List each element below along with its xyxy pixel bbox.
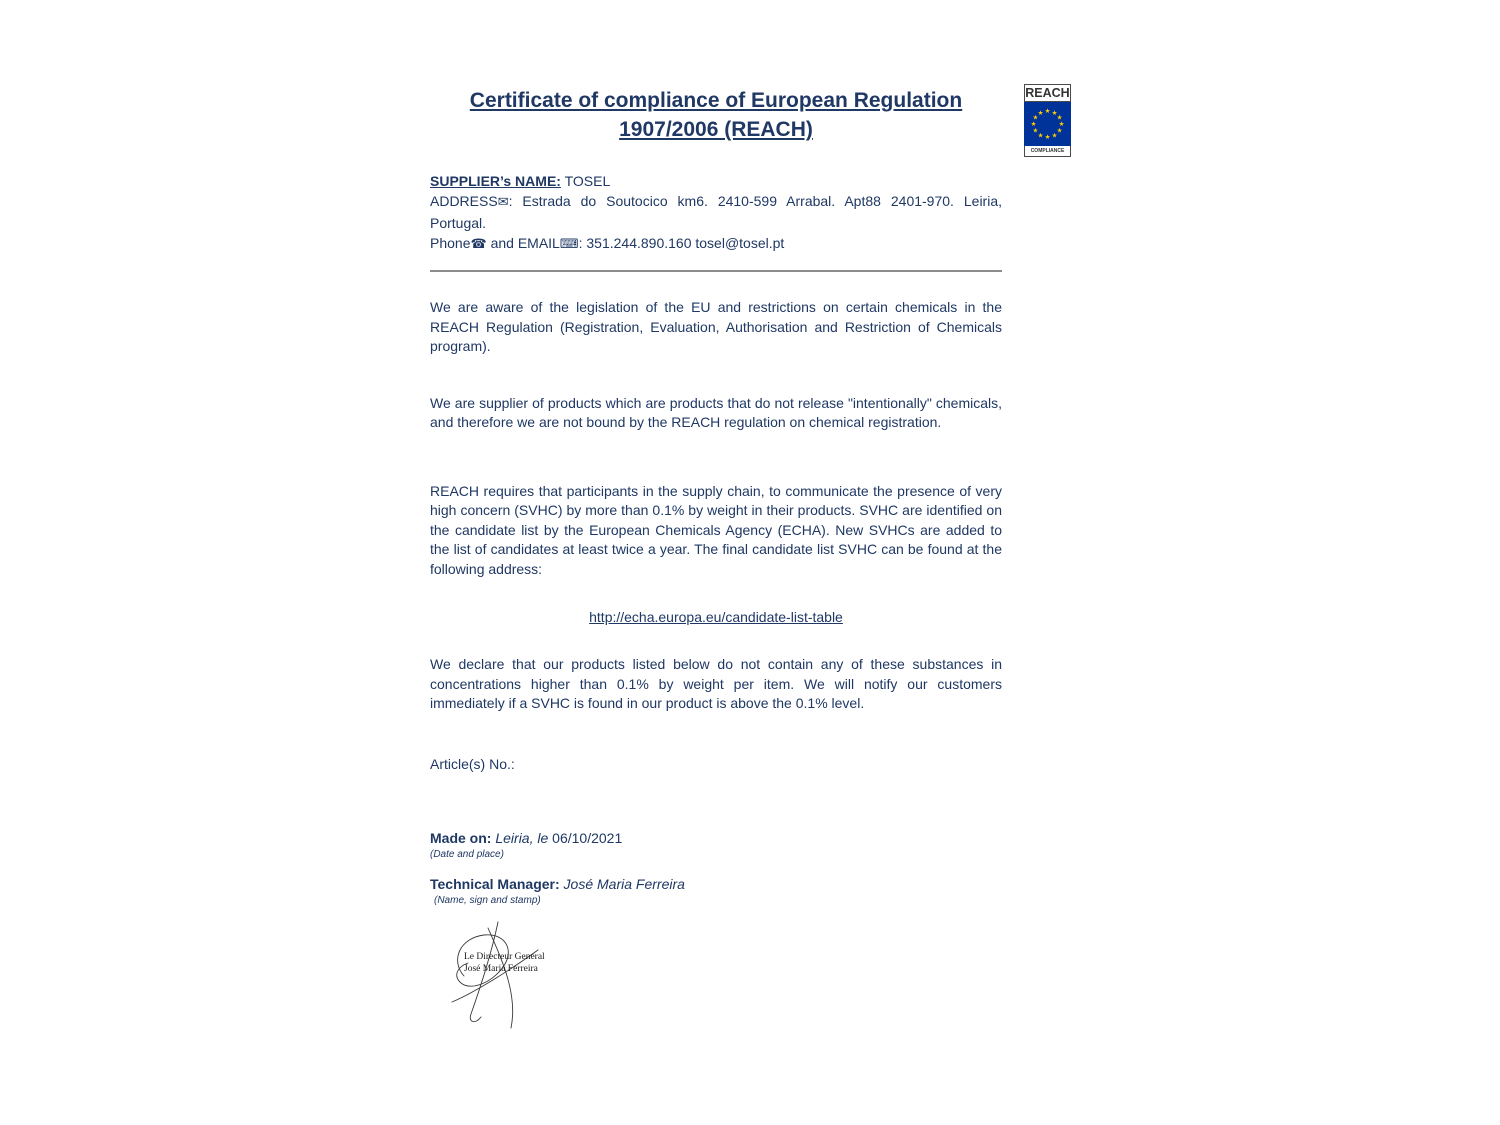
svg-text:★: ★ — [1051, 108, 1058, 117]
svg-text:★: ★ — [1056, 113, 1063, 122]
header-divider — [430, 270, 1002, 272]
phone-icon: ☎ — [470, 237, 487, 252]
signature-scribble-icon — [434, 920, 574, 1032]
made-on-date: 06/10/2021 — [548, 829, 623, 846]
paragraph-reach-awareness: We are aware of the legislation of the EU and restrictions on certain chemicals in the REACH Regulation (Registration, Evaluation, Authorisation and Restriction of Chemicals program). — [430, 299, 1002, 354]
technical-manager-row — [430, 876, 1002, 892]
technical-manager-name: José Maria Ferreira — [559, 875, 685, 892]
svg-text:★: ★ — [1044, 133, 1051, 142]
signature-text — [464, 951, 574, 975]
candidate-list-link[interactable]: http://echa.europa.eu/candidate-list-table — [589, 609, 843, 625]
svg-text:★: ★ — [1032, 126, 1039, 135]
made-on-label: Made on: — [430, 829, 492, 846]
supplier-name-value: TOSEL — [560, 173, 611, 189]
svg-text:★: ★ — [1032, 113, 1039, 122]
signature-name: José Maria Ferreira — [464, 963, 538, 974]
supplier-name-row — [430, 171, 1002, 191]
paragraph-svhc-requirements: REACH requires that participants in the supply chain, to communicate the presence of very high concern (SVHC) by more than 0.1% by weight in their products. SVHC are identified on the candidate list by the European Chemicals Agency (ECHA). New SVHCs are added to the list of candidates at least twice a year. The final candidate list SVHC can be found at the following address: — [430, 482, 1002, 577]
phone-email-value: : 351.244.890.160 tosel@tosel.pt — [578, 235, 785, 251]
signature-title: Le Directeur General — [464, 951, 545, 962]
svg-text:★: ★ — [1058, 120, 1065, 129]
email-label: and EMAIL — [486, 235, 560, 251]
article-number-row: Article(s) No.: — [430, 755, 515, 772]
svg-text:★: ★ — [1037, 108, 1044, 117]
title-line-1: Certificate of compliance of European Regulation — [469, 89, 963, 112]
eu-flag-icon — [1024, 102, 1071, 146]
reach-logo-title: REACH — [1025, 86, 1070, 100]
supplier-block — [430, 171, 1002, 255]
envelope-icon: ✉ — [497, 195, 509, 210]
svg-text:★: ★ — [1044, 107, 1051, 116]
name-sign-note: (Name, sign and stamp) — [434, 894, 541, 906]
technical-manager-label: Technical Manager: — [430, 875, 560, 892]
supplier-phone-row — [430, 233, 1002, 255]
candidate-list-link-row — [430, 609, 1002, 625]
document-content — [430, 86, 1002, 1032]
paragraph-supplier-statement: We are supplier of products which are products that do not release "intentionally" chemicals, and therefore we are not bound by the REACH regulation on chemical registration. — [430, 394, 1002, 430]
svg-text:★: ★ — [1051, 131, 1058, 140]
made-on-place: Leiria, le — [491, 829, 549, 846]
paragraph-declaration: We declare that our products listed below do not contain any of these substances in concentrations higher than 0.1% by weight per item. We will notify our customers immediately if a SVHC is found in our product is above the 0.1% level. — [430, 656, 1002, 711]
title-line-2: 1907/2006 (REACH) — [619, 118, 813, 141]
svg-text:★: ★ — [1030, 120, 1037, 129]
address-label: ADDRESS — [430, 193, 498, 209]
computer-icon: ⌨ — [559, 237, 579, 252]
page-title — [430, 86, 1002, 144]
signature-block — [434, 920, 574, 1032]
date-place-note: (Date and place) — [430, 848, 504, 860]
reach-logo-compliance: COMPLIANCE — [1024, 146, 1071, 157]
phone-label: Phone — [430, 235, 471, 251]
reach-compliance-logo — [1024, 84, 1071, 157]
svg-text:★: ★ — [1037, 131, 1044, 140]
address-value: : Estrada do Soutocico km6. 2410-599 Arrabal. Apt88 2401-970. Leiria, Portugal. — [430, 193, 1002, 231]
supplier-name-label: SUPPLIER’s NAME: — [430, 173, 561, 189]
svg-text:★: ★ — [1056, 126, 1063, 135]
made-on-row — [430, 830, 1002, 846]
supplier-address-row — [430, 191, 1002, 233]
